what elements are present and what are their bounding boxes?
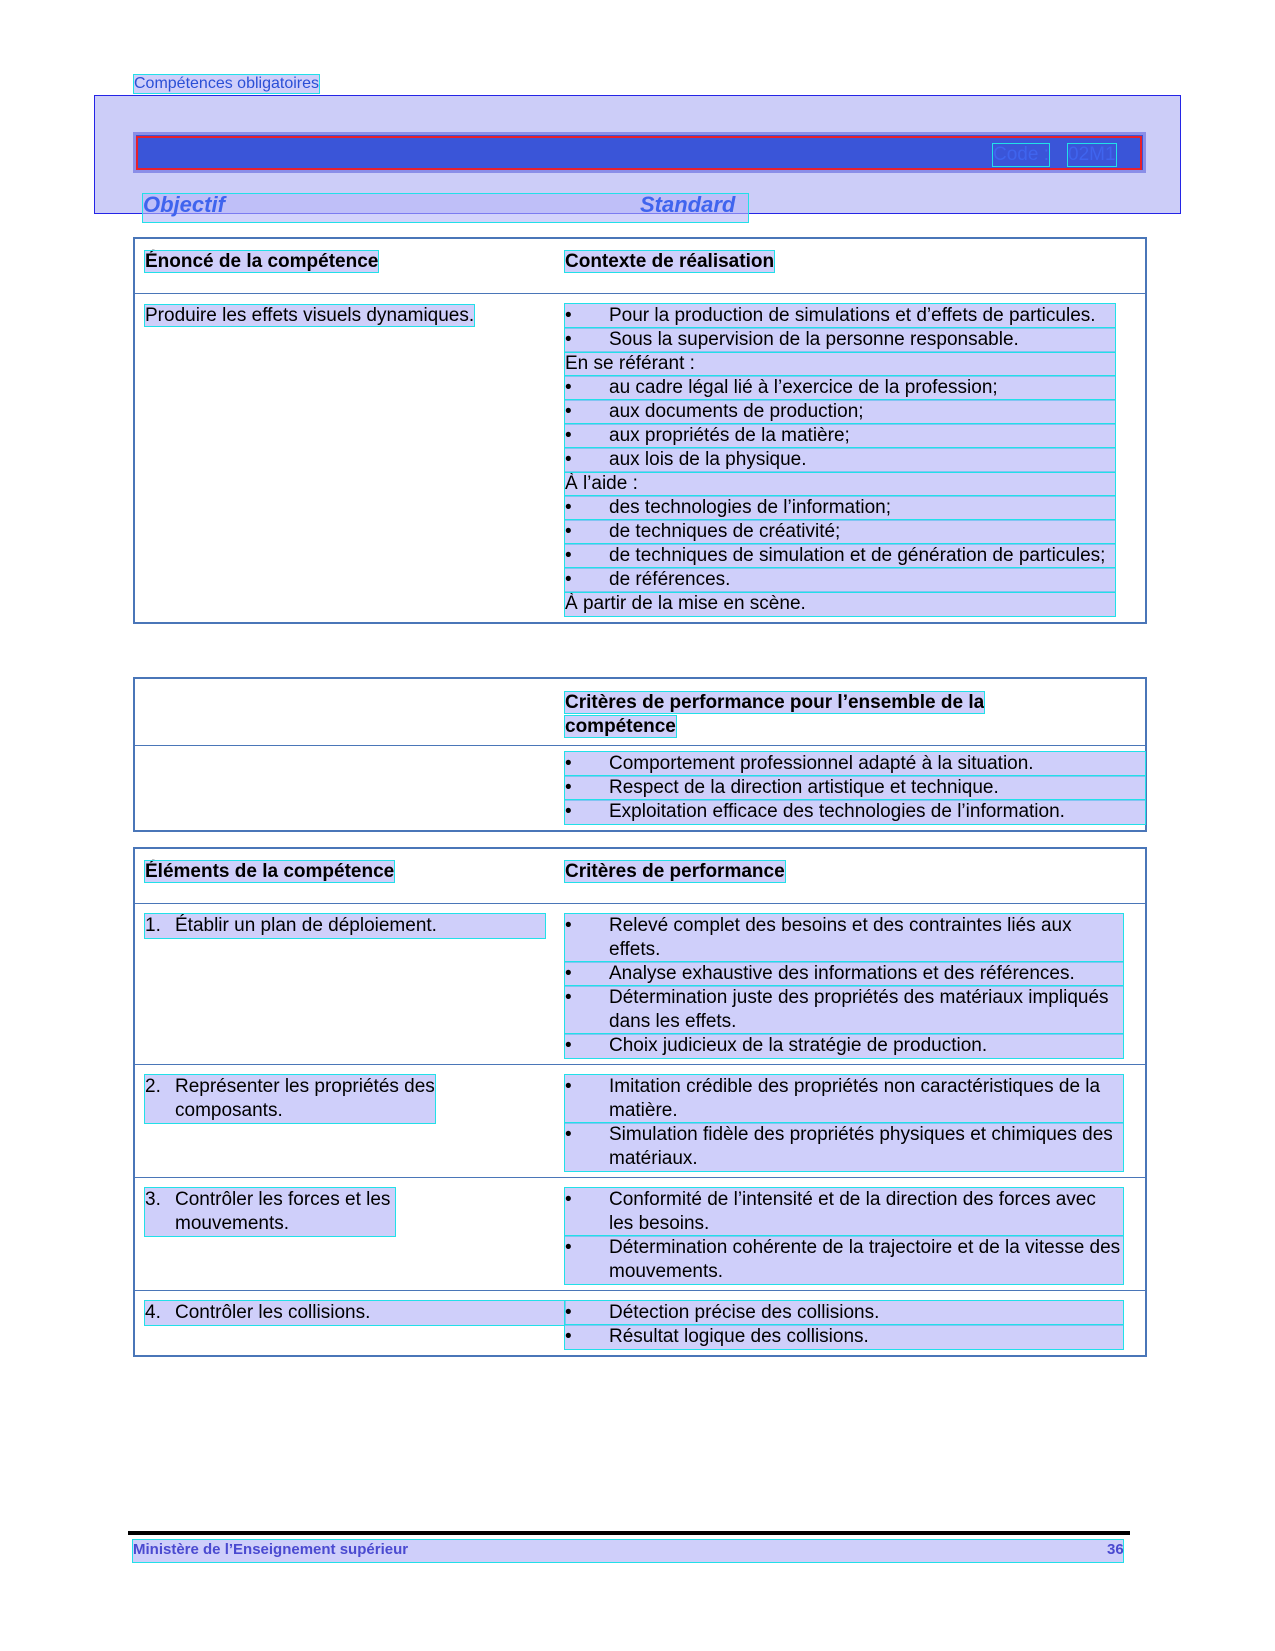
list-item: • Sous la supervision de la personne responsable. [565, 328, 1115, 352]
table-row [134, 1291, 1146, 1357]
list-item: • de techniques de créativité; [565, 520, 1115, 544]
overall-criteria-table [133, 677, 1147, 832]
list-item: • Pour la production de simulations et d’effets de particules. [565, 304, 1115, 328]
footer-ministry: Ministère de l’Enseignement supérieur [133, 1541, 409, 1558]
element-number: 2. [145, 1076, 161, 1097]
objective-heading: Objectif [143, 192, 225, 217]
list-item: • aux documents de production; [565, 400, 1115, 424]
element-text: Représenter les propriétés des composants. [175, 1076, 435, 1121]
list-item: • de techniques de simulation et de génération de particules; [565, 544, 1115, 568]
element-item [145, 1075, 435, 1123]
overall-criteria-header: Critères de performance pour l’ensemble de la compétence [565, 692, 985, 737]
standard-heading: Standard [640, 192, 736, 217]
table-header-row [134, 238, 1146, 294]
elements-table [133, 847, 1147, 1357]
list-item: • aux propriétés de la matière; [565, 424, 1115, 448]
list-item: • aux lois de la physique. [565, 448, 1115, 472]
list-item: • Respect de la direction artistique et technique. [565, 776, 1145, 800]
elements-header: Éléments de la compétence [145, 861, 395, 882]
list-item: • de références. [565, 568, 1115, 592]
element-item [145, 914, 545, 938]
criteria-header: Critères de performance [565, 861, 785, 882]
element-item [145, 1188, 395, 1236]
list-item: • des technologies de l’information; [565, 496, 1115, 520]
list-item: • Exploitation efficace des technologies de l’information. [565, 800, 1145, 824]
element-text: Établir un plan de déploiement. [175, 915, 437, 936]
a-l-aide: À l’aide : [565, 472, 1115, 496]
element-number: 1. [145, 915, 161, 936]
code-value: 02M1 [1068, 144, 1116, 165]
element-text: Contrôler les collisions. [175, 1302, 371, 1323]
list-item: • Comportement professionnel adapté à la situation. [565, 752, 1145, 776]
list-item: • Simulation fidèle des propriétés physiques et chimiques des matériaux. [565, 1123, 1123, 1171]
list-item: • au cadre légal lié à l’exercice de la profession; [565, 376, 1115, 400]
list-item: • Analyse exhaustive des informations et des références. [565, 962, 1123, 986]
list-item: • Imitation crédible des propriétés non caractéristiques de la matière. [565, 1075, 1123, 1123]
list-item: • Relevé complet des besoins et des contraintes liés aux effets. [565, 914, 1123, 962]
table-row [134, 746, 1146, 832]
page-number: 36 [1107, 1541, 1124, 1558]
context-header: Contexte de réalisation [565, 251, 775, 272]
statement-header: Énoncé de la compétence [145, 251, 379, 272]
list-item: • Détermination cohérente de la trajectoire et de la vitesse des mouvements. [565, 1236, 1123, 1284]
competence-table [133, 237, 1147, 624]
en-se-referant: En se référant : [565, 352, 1115, 376]
list-item: • Conformité de l’intensité et de la direction des forces avec les besoins. [565, 1188, 1123, 1236]
code-frame [136, 136, 1142, 170]
table-row [134, 1178, 1146, 1291]
element-number: 4. [145, 1302, 161, 1323]
element-number: 3. [145, 1189, 161, 1210]
list-item: • Résultat logique des collisions. [565, 1325, 1123, 1349]
list-item: • Choix judicieux de la stratégie de production. [565, 1034, 1123, 1058]
code-label: Code : [993, 144, 1049, 165]
section-label: Compétences obligatoires [134, 75, 319, 92]
list-item: • Détermination juste des propriétés des matériaux impliqués dans les effets. [565, 986, 1123, 1034]
list-item: • Détection précise des collisions. [565, 1301, 1123, 1325]
table-row [134, 1065, 1146, 1178]
table-row [134, 904, 1146, 1065]
competence-statement: Produire les effets visuels dynamiques. [145, 305, 475, 326]
table-header-row [134, 678, 1146, 746]
footer-rule [128, 1531, 1130, 1535]
table-header-row [134, 848, 1146, 904]
a-partir: À partir de la mise en scène. [565, 592, 1115, 616]
element-item [145, 1301, 565, 1325]
element-text: Contrôler les forces et les mouvements. [175, 1189, 391, 1234]
table-row [134, 294, 1146, 624]
